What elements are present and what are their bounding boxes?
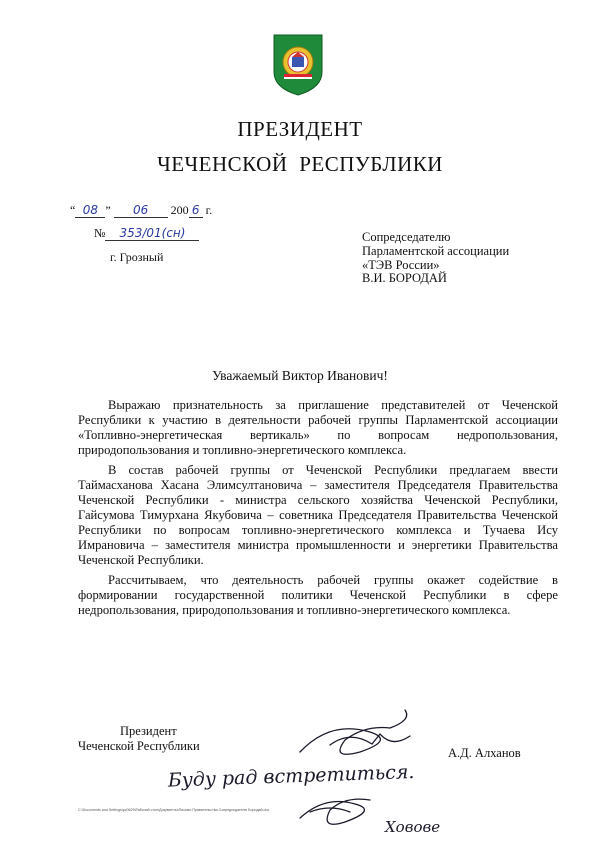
footer-file-path: C:\Documents and Settings\pc0629\Рабочий стол\Документы\Письмо Правительства Сопредседателю Бородай.doc	[78, 808, 270, 812]
signature-name: А.Д. Алханов	[448, 746, 521, 760]
addressee-name: В.И. БОРОДАЙ	[362, 271, 447, 285]
body-paragraph: Рассчитываем, что деятельность рабочей группы окажет содействие в формировании государственной политики Чеченской Республики в сфере недропользования, природопользования и топливно-энергетического комплекса.	[78, 573, 558, 617]
handwritten-initials: Ховове	[385, 818, 441, 836]
addressee-line: «ТЭВ России»	[362, 258, 440, 272]
page-title-line1: ПРЕЗИДЕНТ	[237, 117, 363, 141]
addressee-line: Парламентской ассоциации	[362, 244, 510, 258]
coat-of-arms-emblem	[270, 32, 326, 98]
signature-title-line1: Президент	[120, 724, 177, 738]
date-year-unit: г.	[205, 203, 213, 217]
signature-title-line2: Чеченской Республики	[78, 739, 200, 753]
date-day: 08	[75, 203, 105, 218]
addressee-line: Сопредседателю	[362, 230, 451, 244]
number-label: №	[94, 226, 106, 240]
city-label: г. Грозный	[110, 250, 164, 264]
body-paragraph: Выражаю признательность за приглашение представителей от Чеченской Республики к участию в деятельности рабочей группы Парламентской ассоциации «Топливно-энергетическая вертикаль» по вопросам недропользования, природопользования и топливно-энергетического комплекса.	[78, 398, 558, 457]
page-title-line2: ЧЕЧЕНСКОЙ РЕСПУБЛИКИ	[157, 152, 443, 176]
number-value: 353/01(сн)	[105, 226, 199, 241]
addressee-block	[362, 230, 562, 272]
date-line: “ 08 ” 06 200 6 г.	[70, 203, 213, 217]
date-year-suffix: 6	[189, 203, 203, 218]
signature-scribble-top	[300, 710, 410, 754]
date-block	[60, 203, 300, 263]
greeting: Уважаемый Виктор Иванович!	[212, 368, 388, 383]
body-paragraph: В состав рабочей группы от Чеченской Республики предлагаем ввести Таймасханова Хасана Элимсултановича – заместителя Председателя Правительства Чеченской Республики - министра сельского хозяйства Чеченской Республики, Гайсумова Тимурхана Якубовича – советника Председателя Правительства Чеченской Республики по вопросам топливно-энергетического комплекса и Тучаева Ису Имрановича – заместителя министра промышленности и энергетики Правительства Чеченской Республики.	[78, 463, 558, 567]
date-year-prefix: 200	[170, 203, 189, 217]
letter-body	[78, 398, 558, 623]
date-month: 06	[114, 203, 168, 218]
handwritten-signatures	[0, 700, 600, 848]
handwritten-note: Буду рад встретиться.	[167, 761, 415, 792]
signature-scribble-bottom	[300, 799, 370, 824]
number-line	[94, 226, 199, 241]
